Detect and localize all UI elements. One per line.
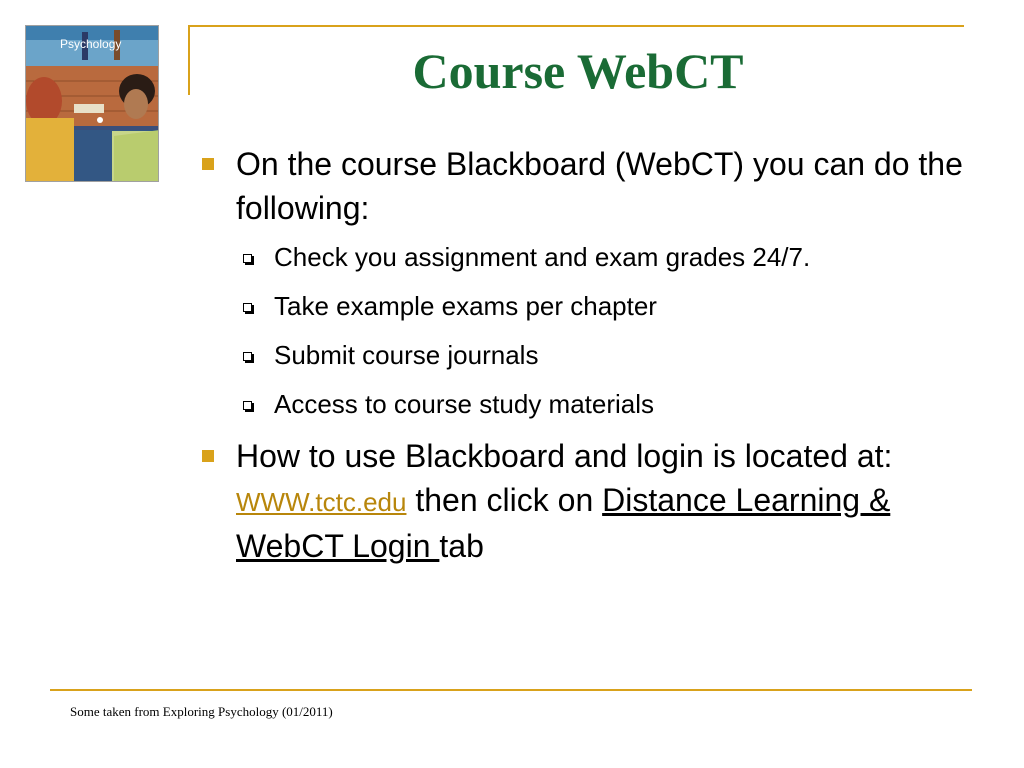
square-bullet-icon bbox=[202, 158, 214, 170]
footer-citation: Some taken from Exploring Psychology (01/2011) bbox=[70, 704, 333, 719]
sub-bullet-text: Check you assignment and exam grades 24/7. bbox=[274, 242, 811, 272]
sub-bullet-item bbox=[238, 385, 970, 423]
hollow-square-bullet-icon bbox=[243, 254, 252, 263]
hollow-square-bullet-icon bbox=[243, 401, 252, 410]
sub-bullet-text: Submit course journals bbox=[274, 340, 539, 370]
bullet-text-prefix: How to use Blackboard and login is located at: bbox=[236, 438, 893, 474]
sub-bullet-text: Take example exams per chapter bbox=[274, 291, 657, 321]
cover-title: Psychology bbox=[60, 37, 122, 51]
sub-bullet-item bbox=[238, 238, 970, 276]
slide-content bbox=[200, 142, 970, 576]
sub-bullet-item bbox=[238, 336, 970, 374]
square-bullet-icon bbox=[202, 450, 214, 462]
sub-bullet-text: Access to course study materials bbox=[274, 389, 655, 419]
bullet-item bbox=[200, 142, 970, 230]
bullet-item bbox=[200, 434, 970, 568]
hollow-square-bullet-icon bbox=[243, 352, 252, 361]
distance-learning-login-link[interactable]: Distance Learning & WebCT Login bbox=[236, 482, 891, 564]
book-cover-image bbox=[25, 25, 159, 182]
tctc-url-link[interactable]: WWW.tctc.edu bbox=[236, 487, 407, 517]
bullet-text: On the course Blackboard (WebCT) you can do the following: bbox=[236, 146, 963, 226]
slide-title: Course WebCT bbox=[412, 43, 744, 99]
bullet-text-suffix: tab bbox=[439, 528, 484, 564]
hollow-square-bullet-icon bbox=[243, 303, 252, 312]
sub-bullet-item bbox=[238, 287, 970, 325]
title-frame-horizontal bbox=[188, 25, 964, 27]
footer-divider bbox=[50, 689, 972, 691]
bullet-text-middle: then click on bbox=[406, 482, 603, 518]
